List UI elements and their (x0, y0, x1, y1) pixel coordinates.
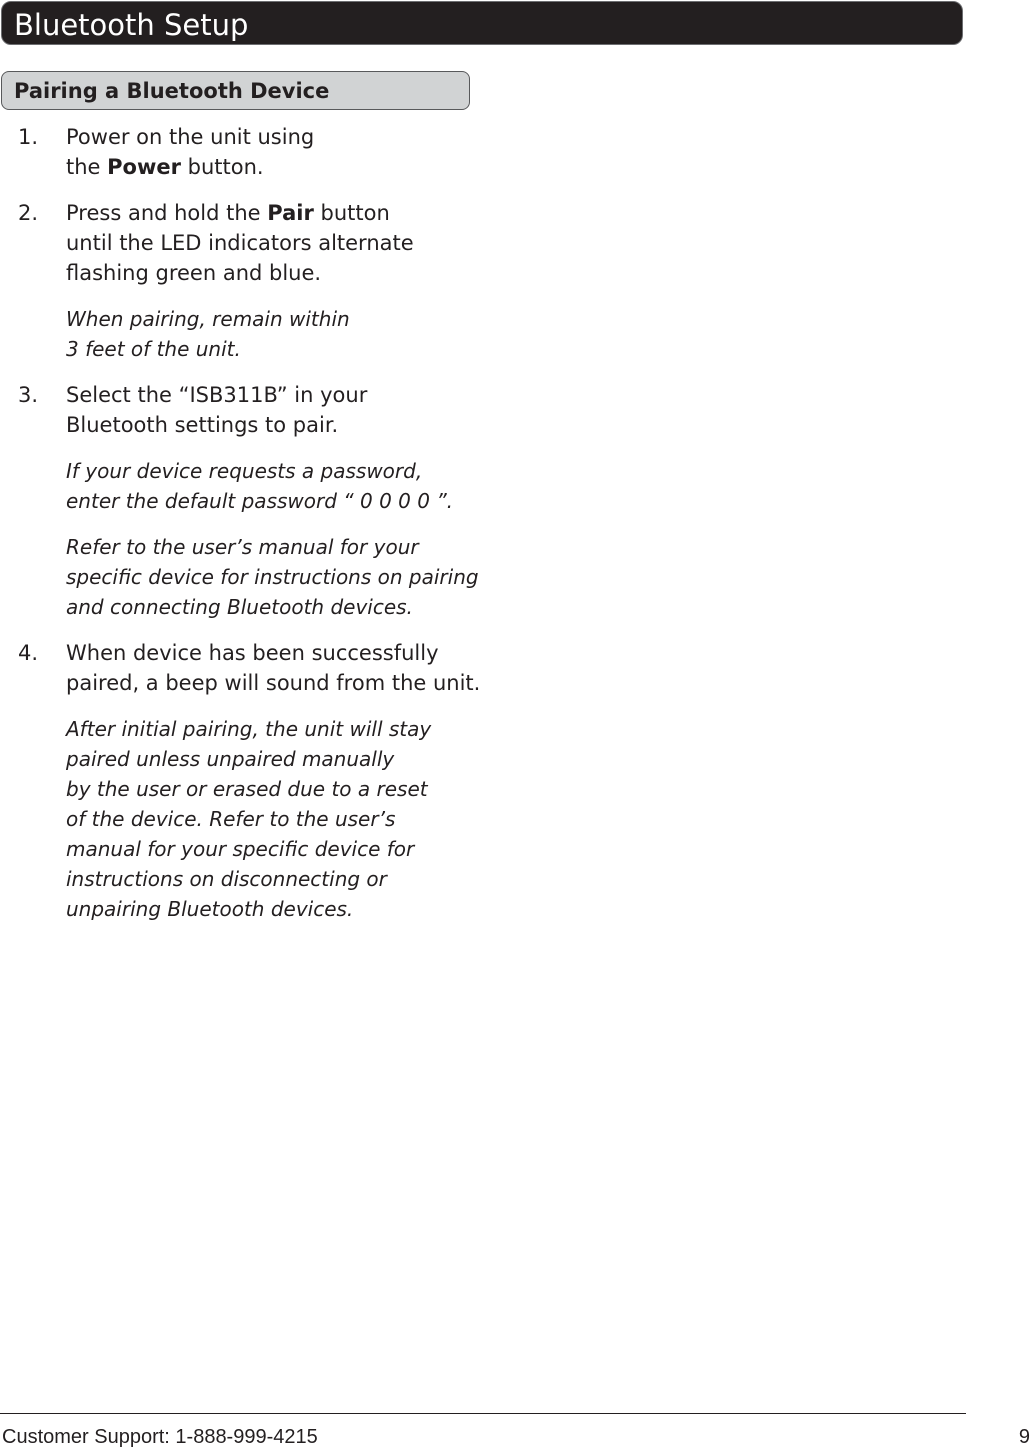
customer-support-text: Customer Support: 1-888-999-4215 (2, 1426, 318, 1448)
step-number: 2. (18, 201, 39, 225)
power-button-label: Power (107, 155, 181, 179)
step-text: Power on the unit using the Power button. (66, 125, 315, 179)
page-number: 9 (1018, 1426, 1030, 1448)
step-1 (0, 122, 480, 182)
footer-divider (0, 1413, 966, 1414)
step-number: 4. (18, 641, 39, 665)
step-number: 1. (18, 125, 39, 149)
step-note: When pairing, remain within 3 feet of the unit. (66, 307, 350, 361)
pair-button-label: Pair (267, 201, 314, 225)
step-text: Select the “ISB311B” in your Bluetooth settings to pair. (66, 383, 368, 437)
step-note-password: If your device requests a password, enter the default password “ 0 0 0 0 ”. (66, 459, 454, 513)
page-header (1, 1, 963, 45)
section-header (1, 71, 470, 110)
steps-list (0, 122, 480, 940)
step-3 (0, 380, 480, 622)
step-4 (0, 638, 480, 924)
step-text: When device has been successfully paired, a beep will sound from the unit. (66, 641, 481, 695)
page-title: Bluetooth Setup (14, 8, 249, 42)
step-2 (0, 198, 480, 364)
step-note-manual: Refer to the user’s manual for your specific device for instructions on pairing and connecting Bluetooth devices. (66, 535, 479, 619)
section-title: Pairing a Bluetooth Device (14, 79, 330, 103)
step-note: After initial pairing, the unit will stay paired unless unpaired manually by the user or erased due to a reset of the device. Refer to the user’s manual for your specific device for instructions on disconnecting or unpairing Bluetooth devices. (66, 717, 432, 921)
step-text: Press and hold the Pair button until the LED indicators alternate flashing green and blue. (66, 201, 414, 285)
step-number: 3. (18, 383, 39, 407)
